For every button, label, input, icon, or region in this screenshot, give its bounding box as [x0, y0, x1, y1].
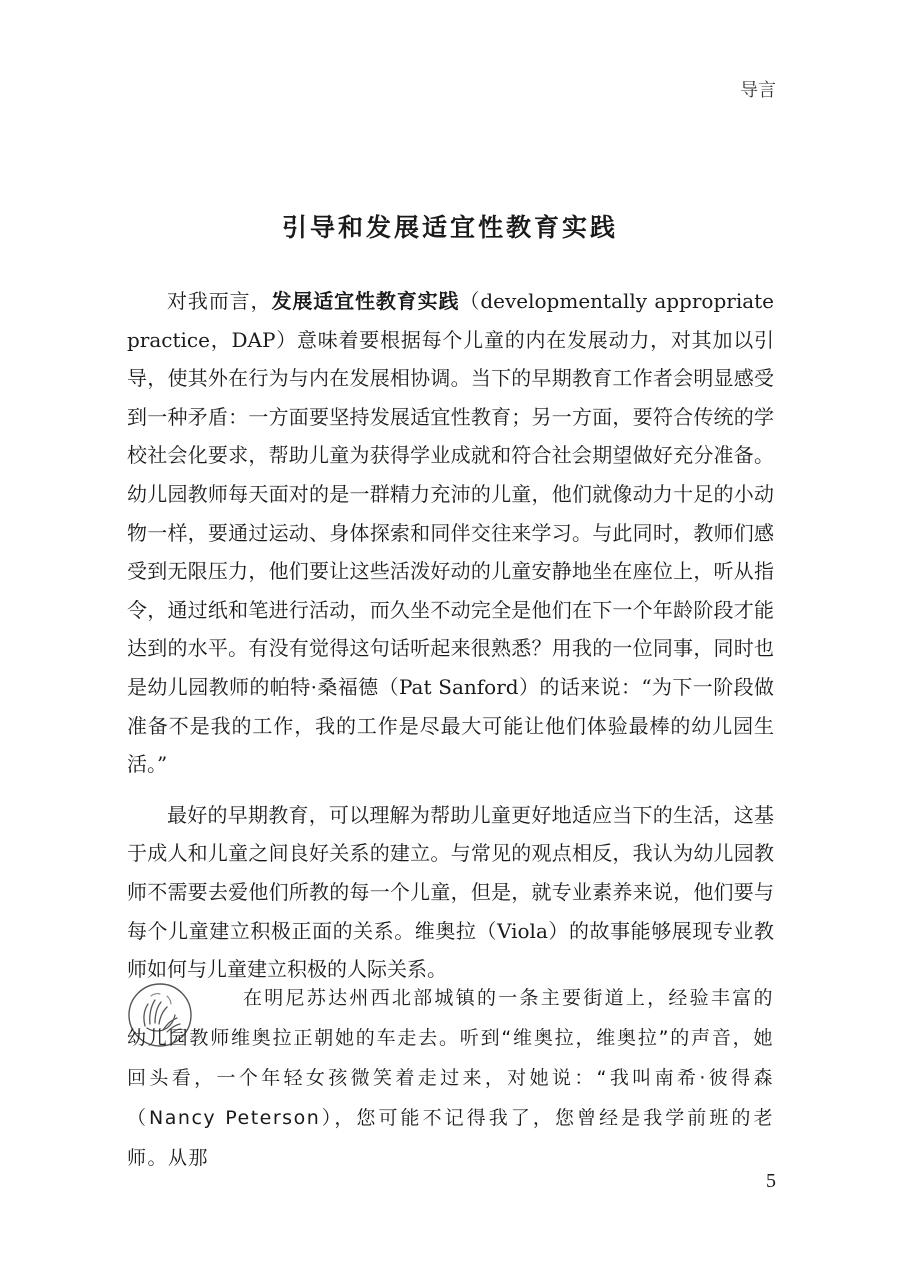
body-text: [127, 282, 774, 989]
key-term: 发展适宜性教育实践: [271, 289, 460, 313]
story-box: [127, 978, 774, 1178]
page-number: 5: [766, 1170, 776, 1192]
paragraph-1: [127, 282, 774, 784]
paragraph-1-rest: （developmentally appropriate practice，DAP）意味着要根据每个儿童的内在发展动力，对其加以引导，使其外在行为与内在发展相协调。当下的早期教育工作者会明显感受到一种矛盾：一方面要坚持发展适宜性教育；另一方面，要符合传统的学校社会化要求，帮助儿童为获得学业成就和符合社会期望做好充分准备。幼儿园教师每天面对的是一群精力充沛的儿童，他们就像动力十足的小动物一样，要通过运动、身体探索和同伴交往来学习。与此同时，教师们感受到无限压力，他们要让这些活泼好动的儿童安静地坐在座位上，听从指令，通过纸和笔进行活动，而久坐不动完全是他们在下一个年龄阶段才能达到的水平。有没有觉得这句话听起来很熟悉？用我的一位同事，同时也是幼儿园教师的帕特·桑福德（Pat Sanford）的话来说：“为下一阶段做准备不是我的工作，我的工作是尽最大可能让他们体验最棒的幼儿园生活。”: [127, 289, 775, 777]
story-text: 在明尼苏达州西北部城镇的一条主要街道上，经验丰富的幼儿园教师维奥拉正朝她的车走去。听到“维奥拉，维奥拉”的声音，她回头看，一个年轻女孩微笑着走过来，对她说：“我叫南希·彼得森（Nancy Peterson），您可能不记得我了，您曾经是我学前班的老师。从那: [127, 987, 774, 1169]
section-title: 引导和发展适宜性教育实践: [281, 213, 618, 242]
running-head: 导言: [740, 80, 776, 101]
paragraph-2: 最好的早期教育，可以理解为帮助儿童更好地适应当下的生活，这基于成人和儿童之间良好关系的建立。与常见的观点相反，我认为幼儿园教师不需要去爱他们所教的每一个儿童，但是，就专业素养来说，他们要与每个儿童建立积极正面的关系。维奥拉（Viola）的故事能够展现专业教师如何与儿童建立积极的人际关系。: [127, 802, 774, 982]
paragraph-1-lead: 对我而言，: [167, 289, 272, 313]
